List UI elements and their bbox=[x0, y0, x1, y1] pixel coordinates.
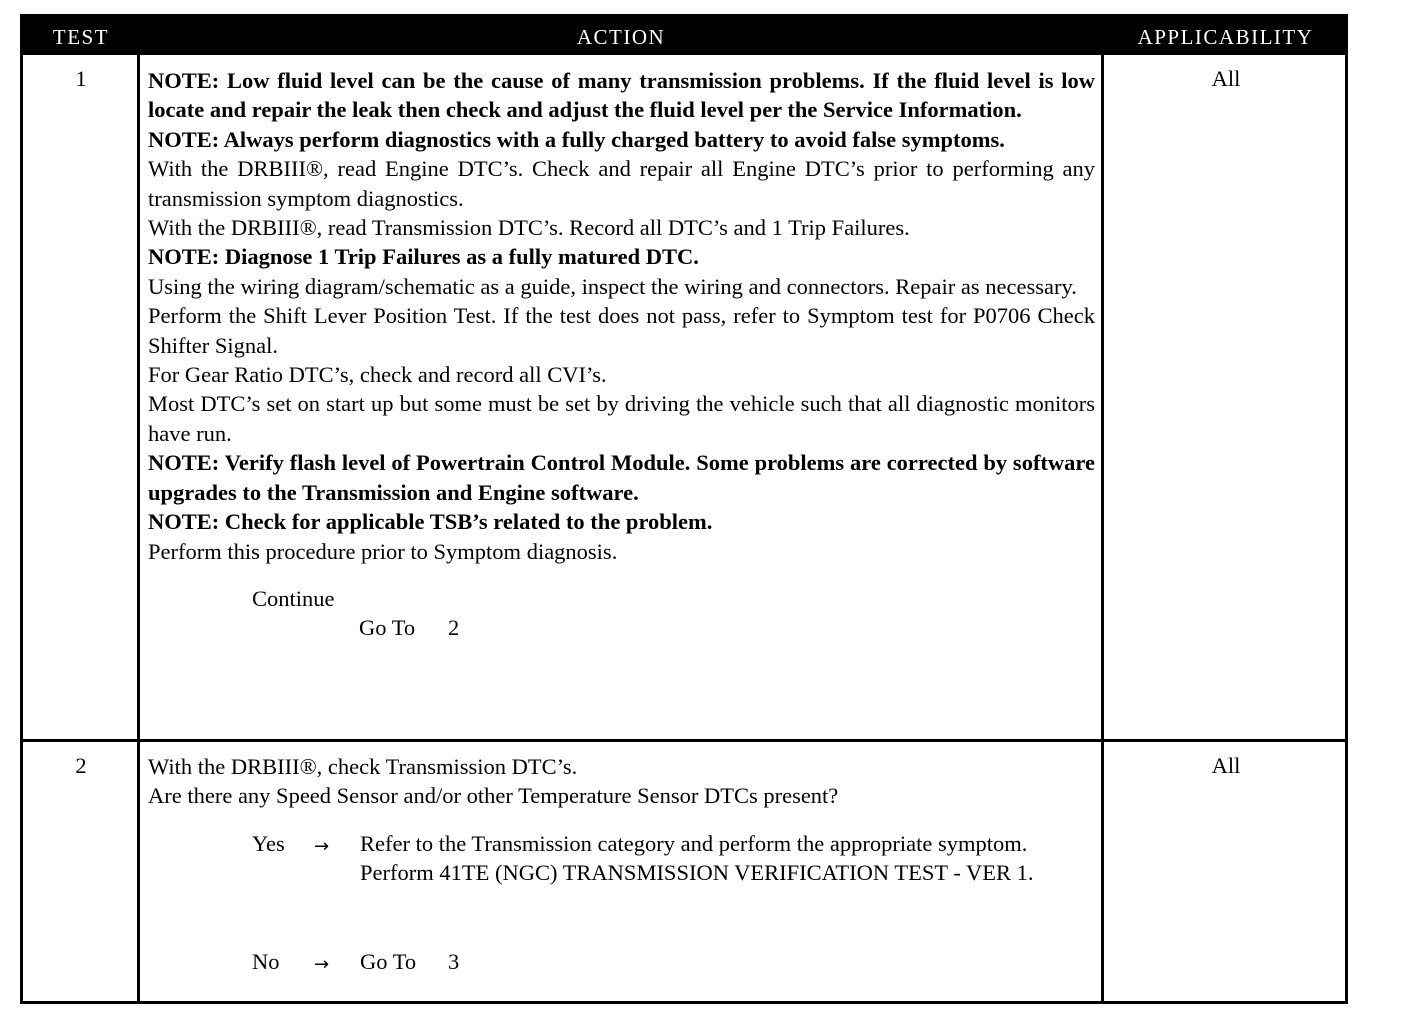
header-applicability: APPLICABILITY bbox=[1137, 25, 1314, 49]
continue-row bbox=[148, 584, 1095, 613]
step-shift-lever: Perform the Shift Lever Position Test. If the test does not pass, refer to Symptom test for P0706 Check Shifter Signal. bbox=[148, 303, 1095, 358]
step-dtc-startup: Most DTC’s set on start up but some must be set by driving the vehicle such that all diagnostic monitors have run. bbox=[148, 391, 1095, 446]
note-tsb: NOTE: Check for applicable TSB’s related to the problem. bbox=[148, 509, 713, 535]
header-action: ACTION bbox=[576, 25, 666, 49]
note-trip-failures: NOTE: Diagnose 1 Trip Failures as a fully matured DTC. bbox=[148, 244, 699, 270]
step-wiring: Using the wiring diagram/schematic as a guide, inspect the wiring and connectors. Repair as necessary. bbox=[148, 273, 1077, 299]
goto-label: Go To bbox=[360, 948, 417, 974]
step-gear-ratio: For Gear Ratio DTC’s, check and record all CVI’s. bbox=[148, 362, 607, 388]
test-1-action bbox=[148, 66, 1095, 643]
applicability-value: All bbox=[1211, 66, 1241, 91]
yes-verification-test: Perform 41TE (NGC) TRANSMISSION VERIFICATION TEST - VER 1. bbox=[360, 860, 1034, 886]
note-battery: NOTE: Always perform diagnostics with a fully charged battery to avoid false symptoms. bbox=[148, 126, 1005, 152]
step-check-dtc: With the DRBIII®, check Transmission DTC’s. bbox=[148, 754, 578, 779]
note-flash-level: NOTE: Verify flash level of Powertrain Control Module. Some problems are corrected by software upgrades to the Transmission and Engine software. bbox=[148, 450, 1095, 505]
yes-branch bbox=[148, 829, 1095, 929]
diagnostic-table bbox=[20, 14, 1348, 1004]
test-number: 2 bbox=[75, 753, 87, 778]
no-branch bbox=[148, 947, 1095, 976]
applicability-value: All bbox=[1211, 753, 1241, 778]
note-low-fluid: NOTE: Low fluid level can be the cause of many transmission problems. If the fluid level is low locate and repair the leak then check and adjust the fluid level per the Service Information. bbox=[148, 68, 1095, 123]
row-divider bbox=[23, 739, 1345, 742]
right-arrow-icon: → bbox=[314, 953, 330, 975]
goto-label: Go To bbox=[359, 615, 416, 641]
goto-target: 2 bbox=[448, 615, 460, 641]
question-sensor-dtc: Are there any Speed Sensor and/or other Temperature Sensor DTCs present? bbox=[148, 783, 839, 809]
header-test: TEST bbox=[52, 25, 110, 49]
yes-result-text: Refer to the Transmission category and perform the appropriate symptom. bbox=[360, 830, 1028, 856]
column-divider bbox=[1101, 55, 1104, 1004]
step-transmission-dtc: With the DRBIII®, read Transmission DTC’s. Record all DTC’s and 1 Trip Failures. bbox=[148, 215, 910, 241]
table-header bbox=[23, 17, 1345, 55]
column-divider bbox=[137, 55, 140, 1004]
test-2-action bbox=[148, 752, 1095, 976]
step-engine-dtc: With the DRBIII®, read Engine DTC’s. Check and repair all Engine DTC’s prior to performing any transmission symptom diagnostics. bbox=[148, 156, 1095, 211]
no-label: No bbox=[252, 948, 280, 974]
step-perform-procedure: Perform this procedure prior to Symptom diagnosis. bbox=[148, 538, 618, 564]
continue-label: Continue bbox=[252, 585, 335, 611]
goto-row bbox=[148, 613, 1095, 642]
yes-result bbox=[360, 829, 1095, 888]
yes-label: Yes bbox=[252, 830, 285, 856]
goto-target: 3 bbox=[448, 948, 460, 974]
test-number: 1 bbox=[75, 66, 87, 91]
right-arrow-icon: → bbox=[314, 835, 330, 857]
